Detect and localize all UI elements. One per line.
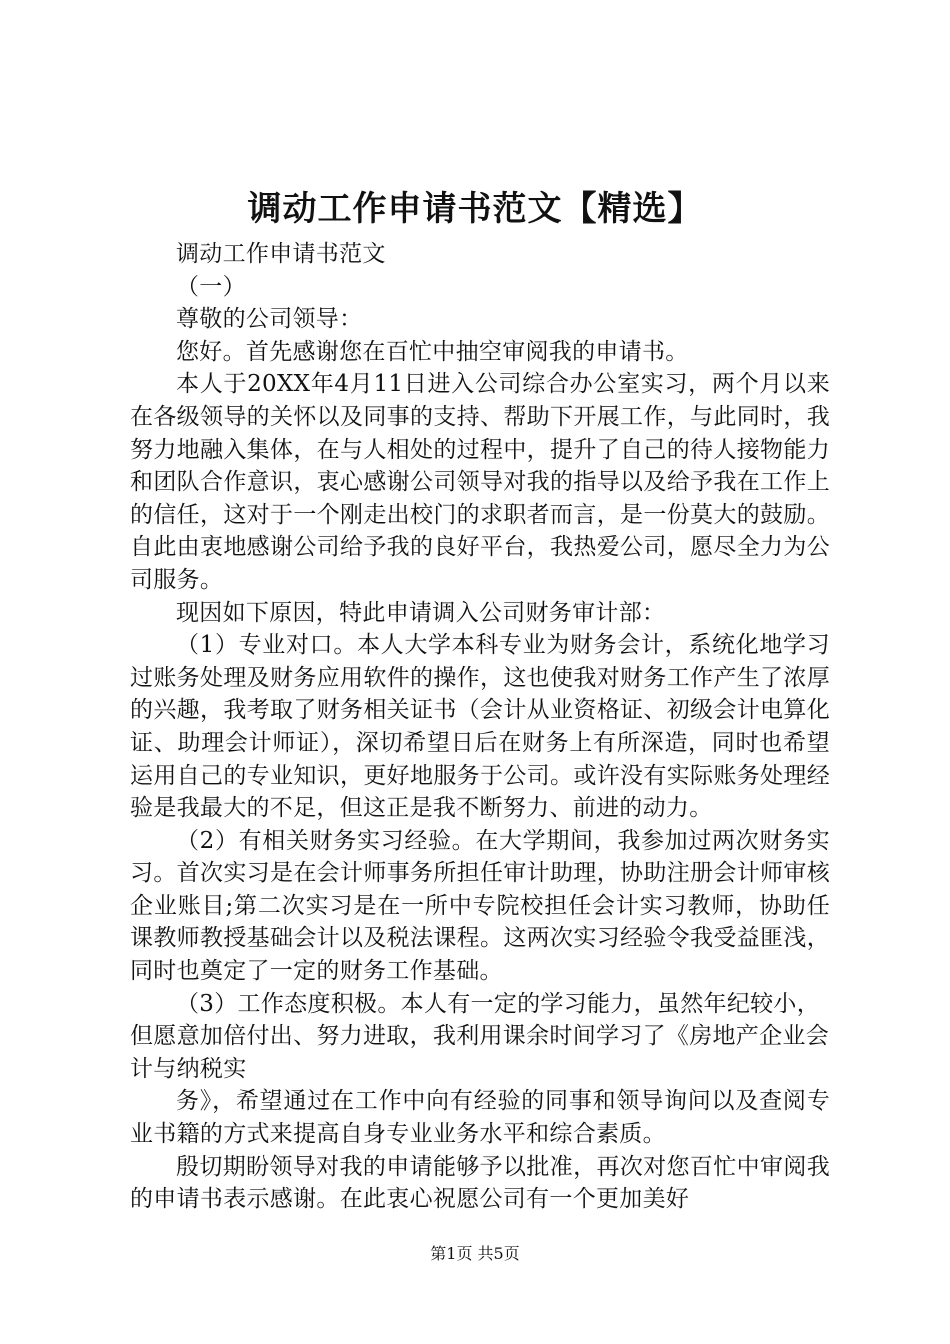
section-marker: （一） <box>176 273 246 300</box>
reason-1-paragraph: （1）专业对口。本人大学本科专业为财务会计，系统化地学习过账务处理及财务应用软件的操作，这也使我对财务工作产生了浓厚的兴趣，我考取了财务相关证书（会计从业资格证、初级会计电算化证、助理会计师证），深切希望日后在财务上有所深造，同时也希望运用自己的专业知识，更好地服务于公司。或许没有实际账务处理经验是我最大的不足，但这正是我不断努力、前进的动力。 <box>130 632 830 822</box>
salutation: 尊敬的公司领导： <box>176 306 363 333</box>
closing-paragraph: 殷切期盼领导对我的申请能够予以批准，再次对您百忙中审阅我的申请书表示感谢。在此衷心祝愿公司有一个更加美好 <box>130 1153 830 1213</box>
reason-3-paragraph-part1: （3）工作态度积极。本人有一定的学习能力，虽然年纪较小，但愿意加倍付出、努力进取，我利用课余时间学习了《房地产企业会计与纳税实 <box>130 990 829 1082</box>
reason-lead-paragraph: 现因如下原因，特此申请调入公司财务审计部： <box>176 599 666 626</box>
intro-paragraph: 本人于20XX年4月11日进入公司综合办公室实习，两个月以来在各级领导的关怀以及同事的支持、帮助下开展工作，与此同时，我努力地融入集体，在与人相处的过程中，提升了自己的待人接物能力和团队合作意识，衷心感谢公司领导对我的指导以及给予我在工作上的信任，这对于一个刚走出校门的求职者而言，是一份莫大的鼓励。自此由衷地感谢公司给予我的良好平台，我热爱公司，愿尽全力为公司服务。 <box>130 371 830 593</box>
document-body <box>130 238 830 1216</box>
document-subtitle: 调动工作申请书范文 <box>176 241 386 267</box>
page-footer: 第1页 共5页 <box>430 1244 520 1263</box>
greeting-paragraph: 您好。首先感谢您在百忙中抽空审阅我的申请书。 <box>176 338 689 365</box>
reason-3-paragraph-part2: 务》，希望通过在工作中向有经验的同事和领导询问以及查阅专业书籍的方式来提高自身专业业务水平和综合素质。 <box>130 1088 830 1148</box>
document-title: 调动工作申请书范文【精选】 <box>247 189 703 229</box>
reason-2-paragraph: （2）有相关财务实习经验。在大学期间，我参加过两次财务实习。首次实习是在会计师事务所担任审计助理，协助注册会计师审核企业账目;第二次实习是在一所中专院校担任会计实习教师，协助任课教师教授基础会计以及税法课程。这两次实习经验令我受益匪浅，同时也奠定了一定的财务工作基础。 <box>130 827 830 985</box>
